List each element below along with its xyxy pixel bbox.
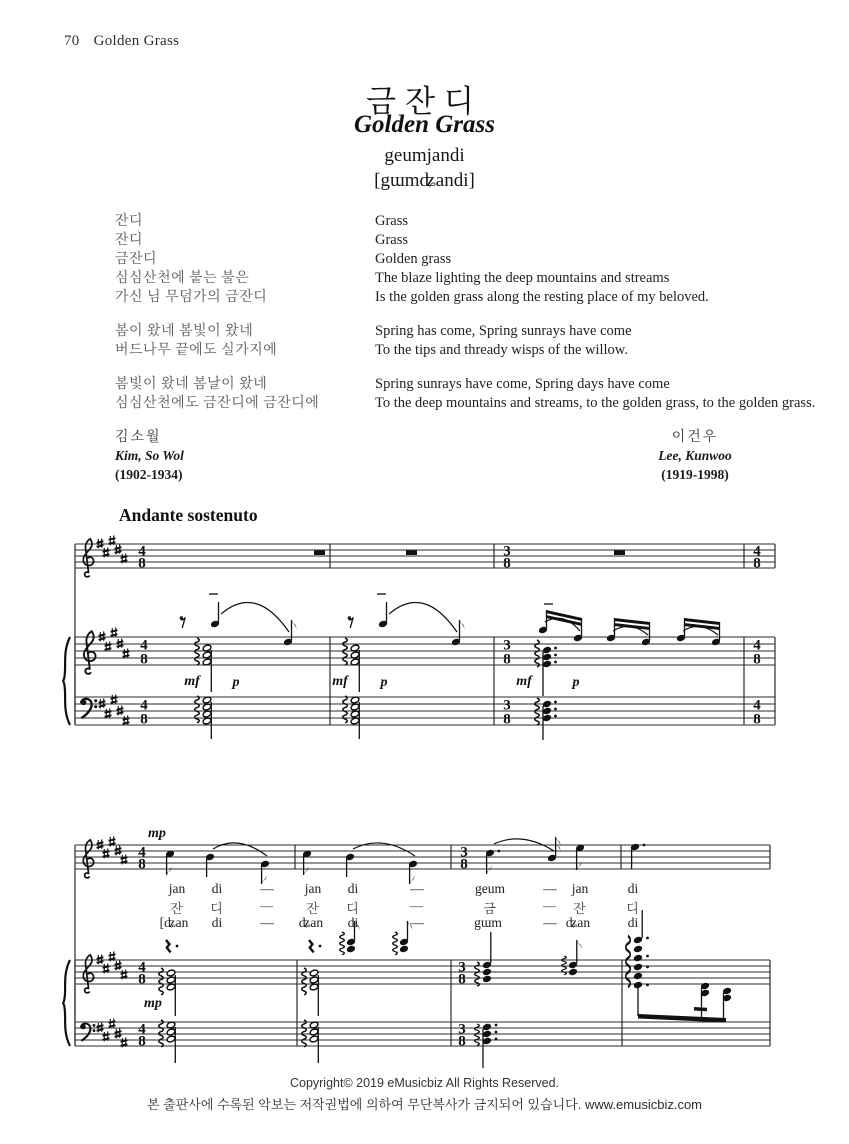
svg-text:4: 4 (753, 543, 761, 560)
lyricist-credit (115, 429, 184, 485)
stanza-2-korean: 봄이 왔네 봄빛이 왔네 버드나무 끝에도 실가지에 (115, 324, 278, 358)
lyric-syllable: jan (168, 881, 186, 896)
svg-text:4: 4 (140, 637, 148, 654)
chord-note (346, 945, 356, 954)
lyric-extender: — (543, 881, 557, 896)
key-signature (97, 836, 128, 864)
time-signature-3-8 (503, 544, 511, 572)
title-romanization: geumjandi (384, 145, 465, 166)
stanza-3-korean: 봄빛이 왔네 봄날이 왔네 심심산천에도 금잔디에 금잔디에 (115, 377, 320, 411)
time-signature-4-8 (140, 638, 148, 728)
stanza-1-english: Grass Grass Golden grass The blaze lighting the deep mountains and streams Is the golden grass along the resting place of my beloved. (375, 213, 709, 305)
piano-measure-1 (180, 594, 297, 739)
lyric-extender: — (410, 898, 424, 913)
page-header (64, 33, 179, 50)
dynamic-mf: mf (184, 674, 200, 689)
lyric-extender: — (260, 898, 274, 913)
whole-rest (406, 551, 417, 556)
chord-note (633, 963, 643, 972)
lyric-extender: — (410, 881, 424, 896)
chord-note (633, 954, 643, 963)
arpeggio (475, 962, 480, 986)
chord-note (309, 976, 319, 984)
chord-note (633, 972, 643, 981)
piano-grand-staff (63, 910, 770, 1068)
time-signature-3-8 (460, 845, 468, 873)
page-number: 70 (64, 33, 80, 49)
chord-note (399, 945, 409, 954)
lyric-syllable: ʥan (298, 915, 324, 930)
svg-text:4: 4 (753, 697, 761, 714)
composer-name-korean: 이건우 (671, 430, 719, 445)
slur (221, 602, 289, 632)
piano-measure-3 (475, 932, 582, 1068)
svg-text:8: 8 (138, 555, 146, 572)
svg-text:8: 8 (138, 1033, 146, 1050)
lyric-syllable: di (211, 881, 223, 896)
vocal-staff (75, 826, 770, 884)
bass-clef-icon (81, 1024, 96, 1041)
svg-text:4: 4 (138, 543, 146, 560)
beam (694, 1007, 707, 1011)
piano-brace (63, 960, 70, 1046)
dynamic-mp: mp (148, 826, 166, 841)
lyricist-name-roman: Kim, So Wol (115, 448, 184, 463)
lyric-syllable: di (627, 881, 639, 896)
arpeggio (626, 936, 631, 987)
dynamic-p: p (380, 675, 388, 690)
whole-rest (614, 551, 625, 556)
chord-note (309, 969, 319, 977)
time-signature-3-8 (503, 638, 511, 728)
lyric-extender: — (543, 898, 557, 913)
stanza-1-korean: 잔디 잔디 금잔디 심심산천에 붙는 불은 가신 님 무덤가의 금잔디 (115, 214, 268, 305)
eighth-rest (180, 616, 186, 628)
lyric-syllable: di (211, 915, 223, 930)
piano-measure-2 (332, 594, 464, 739)
key-signature (97, 535, 128, 563)
svg-text:8: 8 (140, 651, 148, 668)
title-korean: 금잔디 (366, 84, 483, 119)
svg-text:8: 8 (753, 555, 761, 572)
courtesy-time-signature-4-8 (753, 638, 761, 728)
lyric-syllable: 디 (626, 901, 640, 916)
vocal-measure-4 (630, 843, 645, 869)
arpeggio (535, 640, 540, 667)
svg-text:4: 4 (138, 959, 146, 976)
svg-text:3: 3 (503, 637, 511, 654)
lyric-syllable: 잔 (573, 901, 587, 916)
beam (638, 1014, 726, 1023)
lyric-syllable: 디 (346, 901, 360, 916)
chord-note (482, 968, 492, 977)
lyric-extender: — (410, 915, 424, 930)
lyric-extender: — (543, 915, 557, 930)
eighth-rest (348, 616, 354, 628)
lyric-syllable: 금 (483, 901, 497, 916)
composer-name-roman: Lee, Kunwoo (658, 448, 732, 463)
piano-grand-staff (63, 594, 775, 740)
quarter-rest (166, 940, 171, 952)
vocal-staff (75, 535, 775, 576)
svg-text:8: 8 (460, 856, 468, 873)
lyric-syllable: gɯm (474, 915, 502, 930)
dynamic-p: p (232, 675, 240, 690)
dynamic-mp: mp (144, 996, 162, 1011)
chord-note (568, 968, 578, 977)
svg-text:8: 8 (503, 651, 511, 668)
lyric-syllable: geum (475, 881, 505, 896)
courtesy-time-signature-4-8 (753, 544, 761, 572)
lyric-syllable: di (627, 915, 639, 930)
lyric-syllable: jan (304, 881, 322, 896)
time-signature-4-8 (138, 544, 146, 572)
piano-measure-3 (516, 604, 721, 740)
lyric-syllable: di (347, 881, 359, 896)
title-ipa: [gɯmʥandi] (374, 170, 475, 191)
chord-note (482, 975, 492, 984)
treble-clef-icon (83, 955, 93, 993)
bass-clef-icon (81, 699, 97, 718)
dynamic-p: p (572, 675, 580, 690)
time-signature-4-8 (138, 845, 146, 873)
lyric-extender: — (260, 881, 274, 896)
vocal-measure-3 (485, 837, 585, 874)
lyric-syllable: jan (571, 881, 589, 896)
chord-note (166, 969, 176, 977)
piano-measure-2 (302, 921, 413, 1063)
time-signature-3-8 (458, 960, 466, 1050)
lyric-syllable: 디 (210, 901, 224, 916)
svg-text:3: 3 (458, 959, 466, 976)
title-english: Golden Grass (354, 111, 495, 138)
arpeggio (393, 932, 398, 955)
lyric-syllable: 잔 (170, 901, 184, 916)
chord-note (309, 1035, 319, 1043)
music-system-2 (60, 828, 780, 1078)
rights-notice-line (0, 1094, 849, 1113)
chord-note (166, 1035, 176, 1043)
quarter-rest (309, 940, 314, 952)
treble-clef-icon (84, 631, 96, 674)
arpeggio (343, 696, 348, 723)
chord-note (166, 976, 176, 984)
arpeggio (340, 932, 345, 955)
lyric-syllable: [ʥan (159, 915, 189, 930)
website-url: www.emusicbiz.com (584, 1097, 703, 1112)
treble-clef-icon (83, 840, 93, 878)
poem-korean-column (115, 212, 319, 428)
chord-note (633, 936, 643, 945)
dynamic-mf: mf (332, 674, 348, 689)
lyric-syllable: ʥan (565, 915, 591, 930)
whole-rest (314, 551, 325, 556)
arpeggio (475, 1024, 480, 1045)
poem-english-column (375, 212, 815, 428)
lyric-extender: — (260, 915, 274, 930)
lyric-syllable: di (347, 915, 359, 930)
svg-text:8: 8 (753, 711, 761, 728)
svg-text:8: 8 (138, 971, 146, 988)
svg-text:8: 8 (503, 555, 511, 572)
lyric-syllable: 잔 (306, 901, 320, 916)
lyricist-name-korean: 김소월 (115, 430, 162, 445)
stanza-3-english: Spring sunrays have come, Spring days have come To the deep mountains and streams, to the golden grass, to the golden grass. (375, 376, 816, 411)
dynamic-mf: mf (516, 674, 532, 689)
chord-note (633, 945, 643, 954)
rights-notice: 본 출판사에 수록된 악보는 저작권법에 의하여 무단복사가 금지되어 있습니다. (146, 1097, 582, 1112)
svg-text:3: 3 (503, 697, 511, 714)
stanza-2-english: Spring has come, Spring sunrays have come To the tips and thready wisps of the willow. (375, 323, 632, 358)
svg-text:3: 3 (460, 844, 468, 861)
svg-text:8: 8 (503, 711, 511, 728)
arpeggio (302, 968, 307, 995)
arpeggio (195, 696, 200, 723)
music-system-1 (60, 528, 780, 743)
svg-text:3: 3 (458, 1021, 466, 1038)
svg-text:4: 4 (138, 1021, 146, 1038)
chord-note (166, 1028, 176, 1036)
svg-text:8: 8 (138, 856, 146, 873)
arpeggio (302, 1020, 307, 1047)
composer-years: (1919-1998) (661, 467, 729, 482)
svg-text:4: 4 (140, 697, 148, 714)
svg-text:4: 4 (138, 844, 146, 861)
piano-brace (63, 637, 70, 725)
copyright-line: Copyright© 2019 eMusicbiz All Rights Reserved. (289, 1076, 560, 1090)
svg-text:8: 8 (140, 711, 148, 728)
piano-measure-1 (159, 921, 360, 1063)
svg-text:8: 8 (458, 971, 466, 988)
composer-credit (635, 429, 755, 485)
arpeggio (159, 968, 164, 995)
svg-text:8: 8 (753, 651, 761, 668)
chord-note (309, 1028, 319, 1036)
svg-text:3: 3 (503, 543, 511, 560)
running-title: Golden Grass (93, 33, 180, 49)
tempo-marking: Andante sostenuto (119, 505, 258, 525)
lyricist-years: (1902-1934) (115, 467, 183, 482)
arpeggio (159, 1020, 164, 1047)
treble-clef-icon (83, 539, 93, 577)
slur (389, 602, 457, 632)
svg-text:4: 4 (753, 637, 761, 654)
svg-text:8: 8 (458, 1033, 466, 1050)
